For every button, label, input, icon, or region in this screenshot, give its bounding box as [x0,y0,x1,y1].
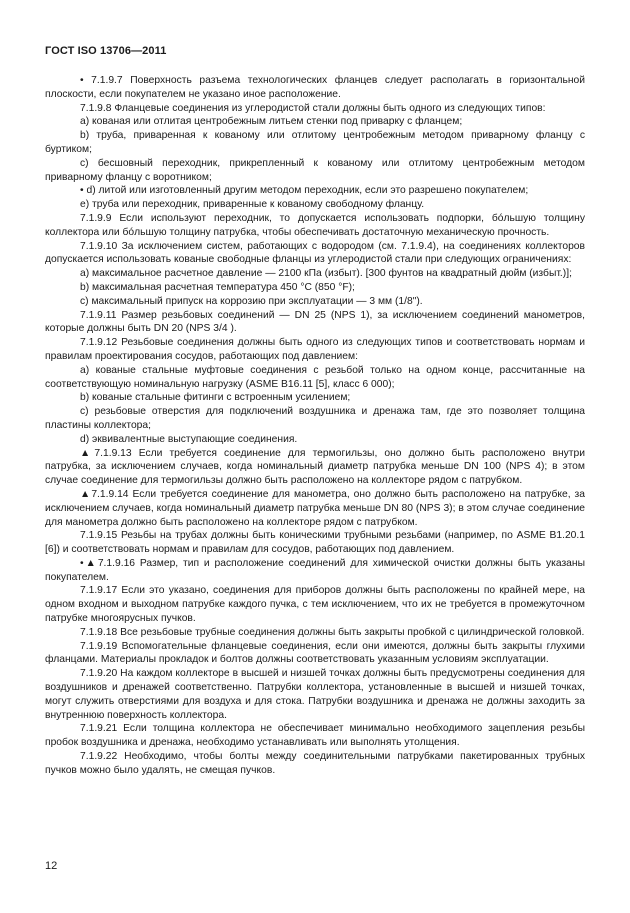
document-body [45,74,585,778]
paragraph: ▲7.1.9.14 Если требуется соединение для манометра, оно должно быть расположено на патрубке, за исключением случаев, когда номинальный диаметр патрубка меньше DN 80 (NPS 3); в этом случае соединение для манометра должно быть расположено на коллекторе рядом с патрубком. [45,488,585,528]
list-item: с) максимальный припуск на коррозию при эксплуатации — 3 мм (1/8"). [80,295,423,307]
paragraph: 7.1.9.11 Размер резьбовых соединений — DN 25 (NPS 1), за исключением соединений манометров, которые должны быть DN 20 (NPS 3/4 ). [45,309,585,335]
list-item: с) бесшовный переходник, прикрепленный к кованому или отлитому центробежным методом приварному фланцу с воротником; [45,157,585,183]
list-item: • d) литой или изготовленный другим методом переходник, если это разрешено покупателем; [80,185,529,197]
paragraph: 7.1.9.21 Если толщина коллектора не обеспечивает минимально необходимого зацепления резьбы пробок воздушника и дренажа, необходимо устанавливать или выполнять утолщения. [45,723,585,749]
list-item: b) труба, приваренная к кованому или отлитому центробежным методом приварному фланцу с буртиком; [45,130,585,155]
paragraph: 7.1.9.19 Вспомогательные фланцевые соединения, если они имеются, должны быть закрыты глухими фланцами. Материалы прокладок и болтов должны соответствовать указанным условиям эксплуатации. [45,640,585,666]
page-number: 12 [45,860,58,872]
paragraph: 7.1.9.15 Резьбы на трубах должны быть коническими трубными резьбами (например, по ASME B1.20.1 [6]) и соответствовать нормам и правилам для сосудов, работающих под давлением. [45,530,585,556]
list-item: с) резьбовые отверстия для подключений воздушника и дренажа там, где это позволяет толщина пластины коллектора; [45,406,585,431]
paragraph: • 7.1.9.7 Поверхность разъема технологических фланцев следует располагать в горизонтальной плоскости, если покупателем не указано иное расположение. [45,75,585,100]
paragraph: •▲7.1.9.16 Размер, тип и расположение соединений для химической очистки должны быть указаны покупателем. [45,557,585,583]
list-item: b) кованые стальные фитинги с встроенным усилением; [80,392,351,404]
paragraph: 7.1.9.12 Резьбовые соединения должны быть одного из следующих типов и соответствовать нормам и правилам проектирования сосудов, работающих под давлением: [45,337,585,362]
document-header: ГОСТ ISO 13706—2011 [45,45,167,57]
paragraph: ▲7.1.9.13 Если требуется соединение для термогильзы, оно должно быть расположено внутри патрубка, за исключением случаев, когда номинальный диаметр патрубка меньше DN 100 (NPS 4); в этом случае соединение для термогильзы должно быть расположено на коллекторе рядом с патрубком. [45,447,585,487]
list-item: d) эквивалентные выступающие соединения. [80,433,298,445]
paragraph: 7.1.9.22 Необходимо, чтобы болты между соединительными патрубками пакетированных трубных пучков можно было удалять, не смещая пучков. [45,751,585,776]
list-item: а) максимальное расчетное давление — 2100 кПа (избыт). [300 фунтов на квадратный дюйм (избыт.)]; [80,268,572,280]
paragraph: 7.1.9.10 За исключением систем, работающих с водородом (см. 7.1.9.4), на соединениях коллекторов допускается использовать кованые свободные фланцы из углеродистой стали при следующих ограничениях: [45,240,585,266]
list-item: b) максимальная расчетная температура 450 °С (850 °F); [80,281,355,293]
list-item: а) кованая или отлитая центробежным литьем стенки под приварку с фланцем; [80,116,463,128]
paragraph: 7.1.9.17 Если это указано, соединения для приборов должны быть расположены по крайней мере, на одном входном и выходном патрубке каждого пучка, с тем исключением, что их не требуется в промежуточном патрубке многоярусных пучков. [45,585,585,625]
list-item: е) труба или переходник, приваренные к кованому свободному фланцу. [80,199,425,211]
paragraph: 7.1.9.9 Если используют переходник, то допускается использовать подпорки, бóльшую толщину коллектора или бóльшую толщину патрубка, чтобы обеспечивать достаточную механическую прочность. [45,212,585,238]
list-item: а) кованые стальные муфтовые соединения с резьбой только на одном конце, рассчитанные на соответствующую номинальную нагрузку (ASME B16.11 [5], класс 6 000); [45,364,585,390]
paragraph: 7.1.9.18 Все резьбовые трубные соединения должны быть закрыты пробкой с цилиндрической головкой. [80,626,585,638]
paragraph: 7.1.9.20 На каждом коллекторе в высшей и низшей точках должны быть предусмотрены соединения для воздушников и дренажей соответственно. Патрубки коллектора, установленные в высшей и низшей точках, могут служить отверстиями для воздуха и для стока. Патрубки воздушника и дренажа не должны заходить за внутреннюю поверхность коллектора. [45,668,585,721]
paragraph: 7.1.9.8 Фланцевые соединения из углеродистой стали должны быть одного из следующих типов: [80,102,546,114]
